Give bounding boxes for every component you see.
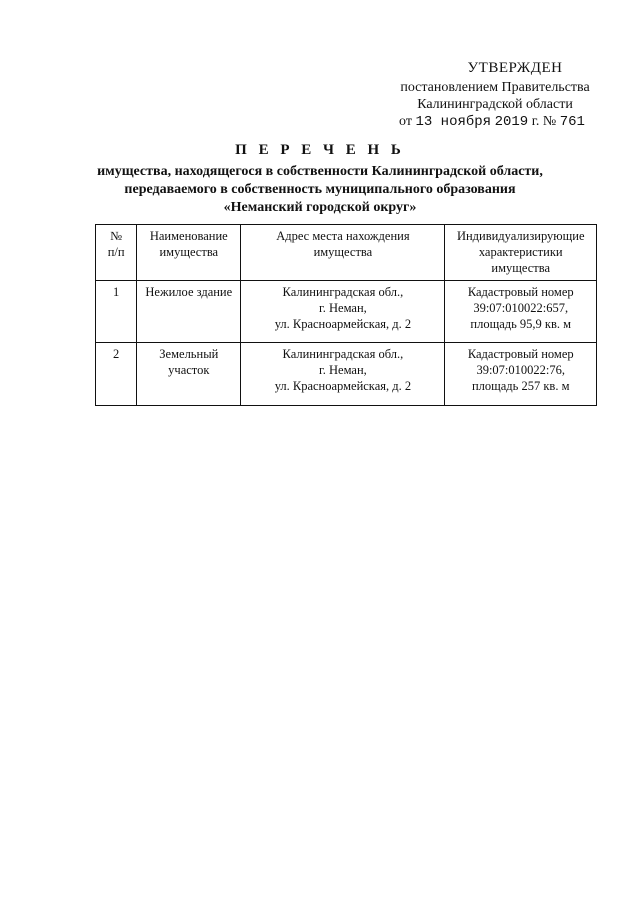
row-name — [137, 281, 241, 343]
header-number-line-1: № — [110, 229, 123, 243]
row-characteristics — [445, 281, 597, 343]
decree-year-suffix: г. № — [531, 114, 557, 129]
row-number — [96, 343, 137, 406]
row-characteristics — [445, 343, 597, 406]
row-address-line-1: Калининградская обл., — [282, 347, 404, 361]
row-chars-line-1: Кадастровый номер — [467, 347, 574, 361]
decree-prefix: от — [399, 114, 412, 129]
header-name-line-1: Наименование — [149, 229, 228, 243]
row-address — [241, 281, 445, 343]
row-address-line-3: ул. Красноармейская, д. 2 — [274, 379, 412, 393]
header-number-line-2: п/п — [107, 245, 125, 259]
row-address-line-3: ул. Красноармейская, д. 2 — [274, 317, 412, 331]
header-chars-line-2: характеристики — [478, 245, 563, 259]
decree-line — [374, 113, 610, 131]
approval-line-1: постановлением Правительства — [400, 80, 590, 95]
decree-number: 761 — [559, 114, 585, 130]
row-chars-line-3: площадь 257 кв. м — [471, 379, 570, 393]
table-row — [96, 281, 597, 343]
decree-year: 2019 — [494, 114, 529, 130]
decree-date: 13 ноября — [415, 114, 492, 130]
row-name-line-2: участок — [168, 363, 210, 377]
row-address-line-1: Калининградская обл., — [282, 285, 404, 299]
row-chars-line-2: 39:07:010022:76, — [476, 363, 565, 377]
row-chars-line-3: площадь 95,9 кв. м — [470, 317, 572, 331]
header-chars-line-3: имущества — [491, 261, 551, 275]
header-chars-line-1: Индивидуализирующие — [456, 229, 585, 243]
header-characteristics — [445, 225, 597, 281]
row-address-line-2: г. Неман, — [319, 301, 367, 315]
table-row — [96, 343, 597, 406]
approval-line-2: Калининградской области — [417, 97, 573, 112]
row-name-line-1: Земельный — [159, 347, 219, 361]
row-name-line-1: Нежилое здание — [145, 285, 233, 299]
row-chars-line-2: 39:07:010022:657, — [473, 301, 569, 315]
approved-stamp-text: УТВЕРЖДЕН — [467, 60, 563, 76]
row-number-value: 2 — [112, 347, 120, 361]
header-address — [241, 225, 445, 281]
approval-block — [380, 60, 610, 131]
row-address — [241, 343, 445, 406]
document-title: П Е Р Е Ч Е Н Ь — [235, 142, 405, 158]
row-number-value: 1 — [112, 285, 120, 299]
row-chars-line-1: Кадастровый номер — [467, 285, 574, 299]
heading-line-3: «Неманский городской округ» — [223, 200, 417, 215]
header-address-line-1: Адрес места нахождения — [276, 229, 410, 243]
row-number — [96, 281, 137, 343]
table-header-row — [96, 225, 597, 281]
header-number — [96, 225, 137, 281]
header-address-line-2: имущества — [313, 245, 373, 259]
property-table — [95, 224, 597, 406]
document-heading — [60, 142, 580, 217]
row-name — [137, 343, 241, 406]
header-name-line-2: имущества — [159, 245, 219, 259]
heading-line-1: имущества, находящегося в собственности Калининградской области, — [97, 164, 543, 179]
row-address-line-2: г. Неман, — [319, 363, 367, 377]
header-name — [137, 225, 241, 281]
heading-line-2: передаваемого в собственность муниципального образования — [124, 182, 516, 197]
